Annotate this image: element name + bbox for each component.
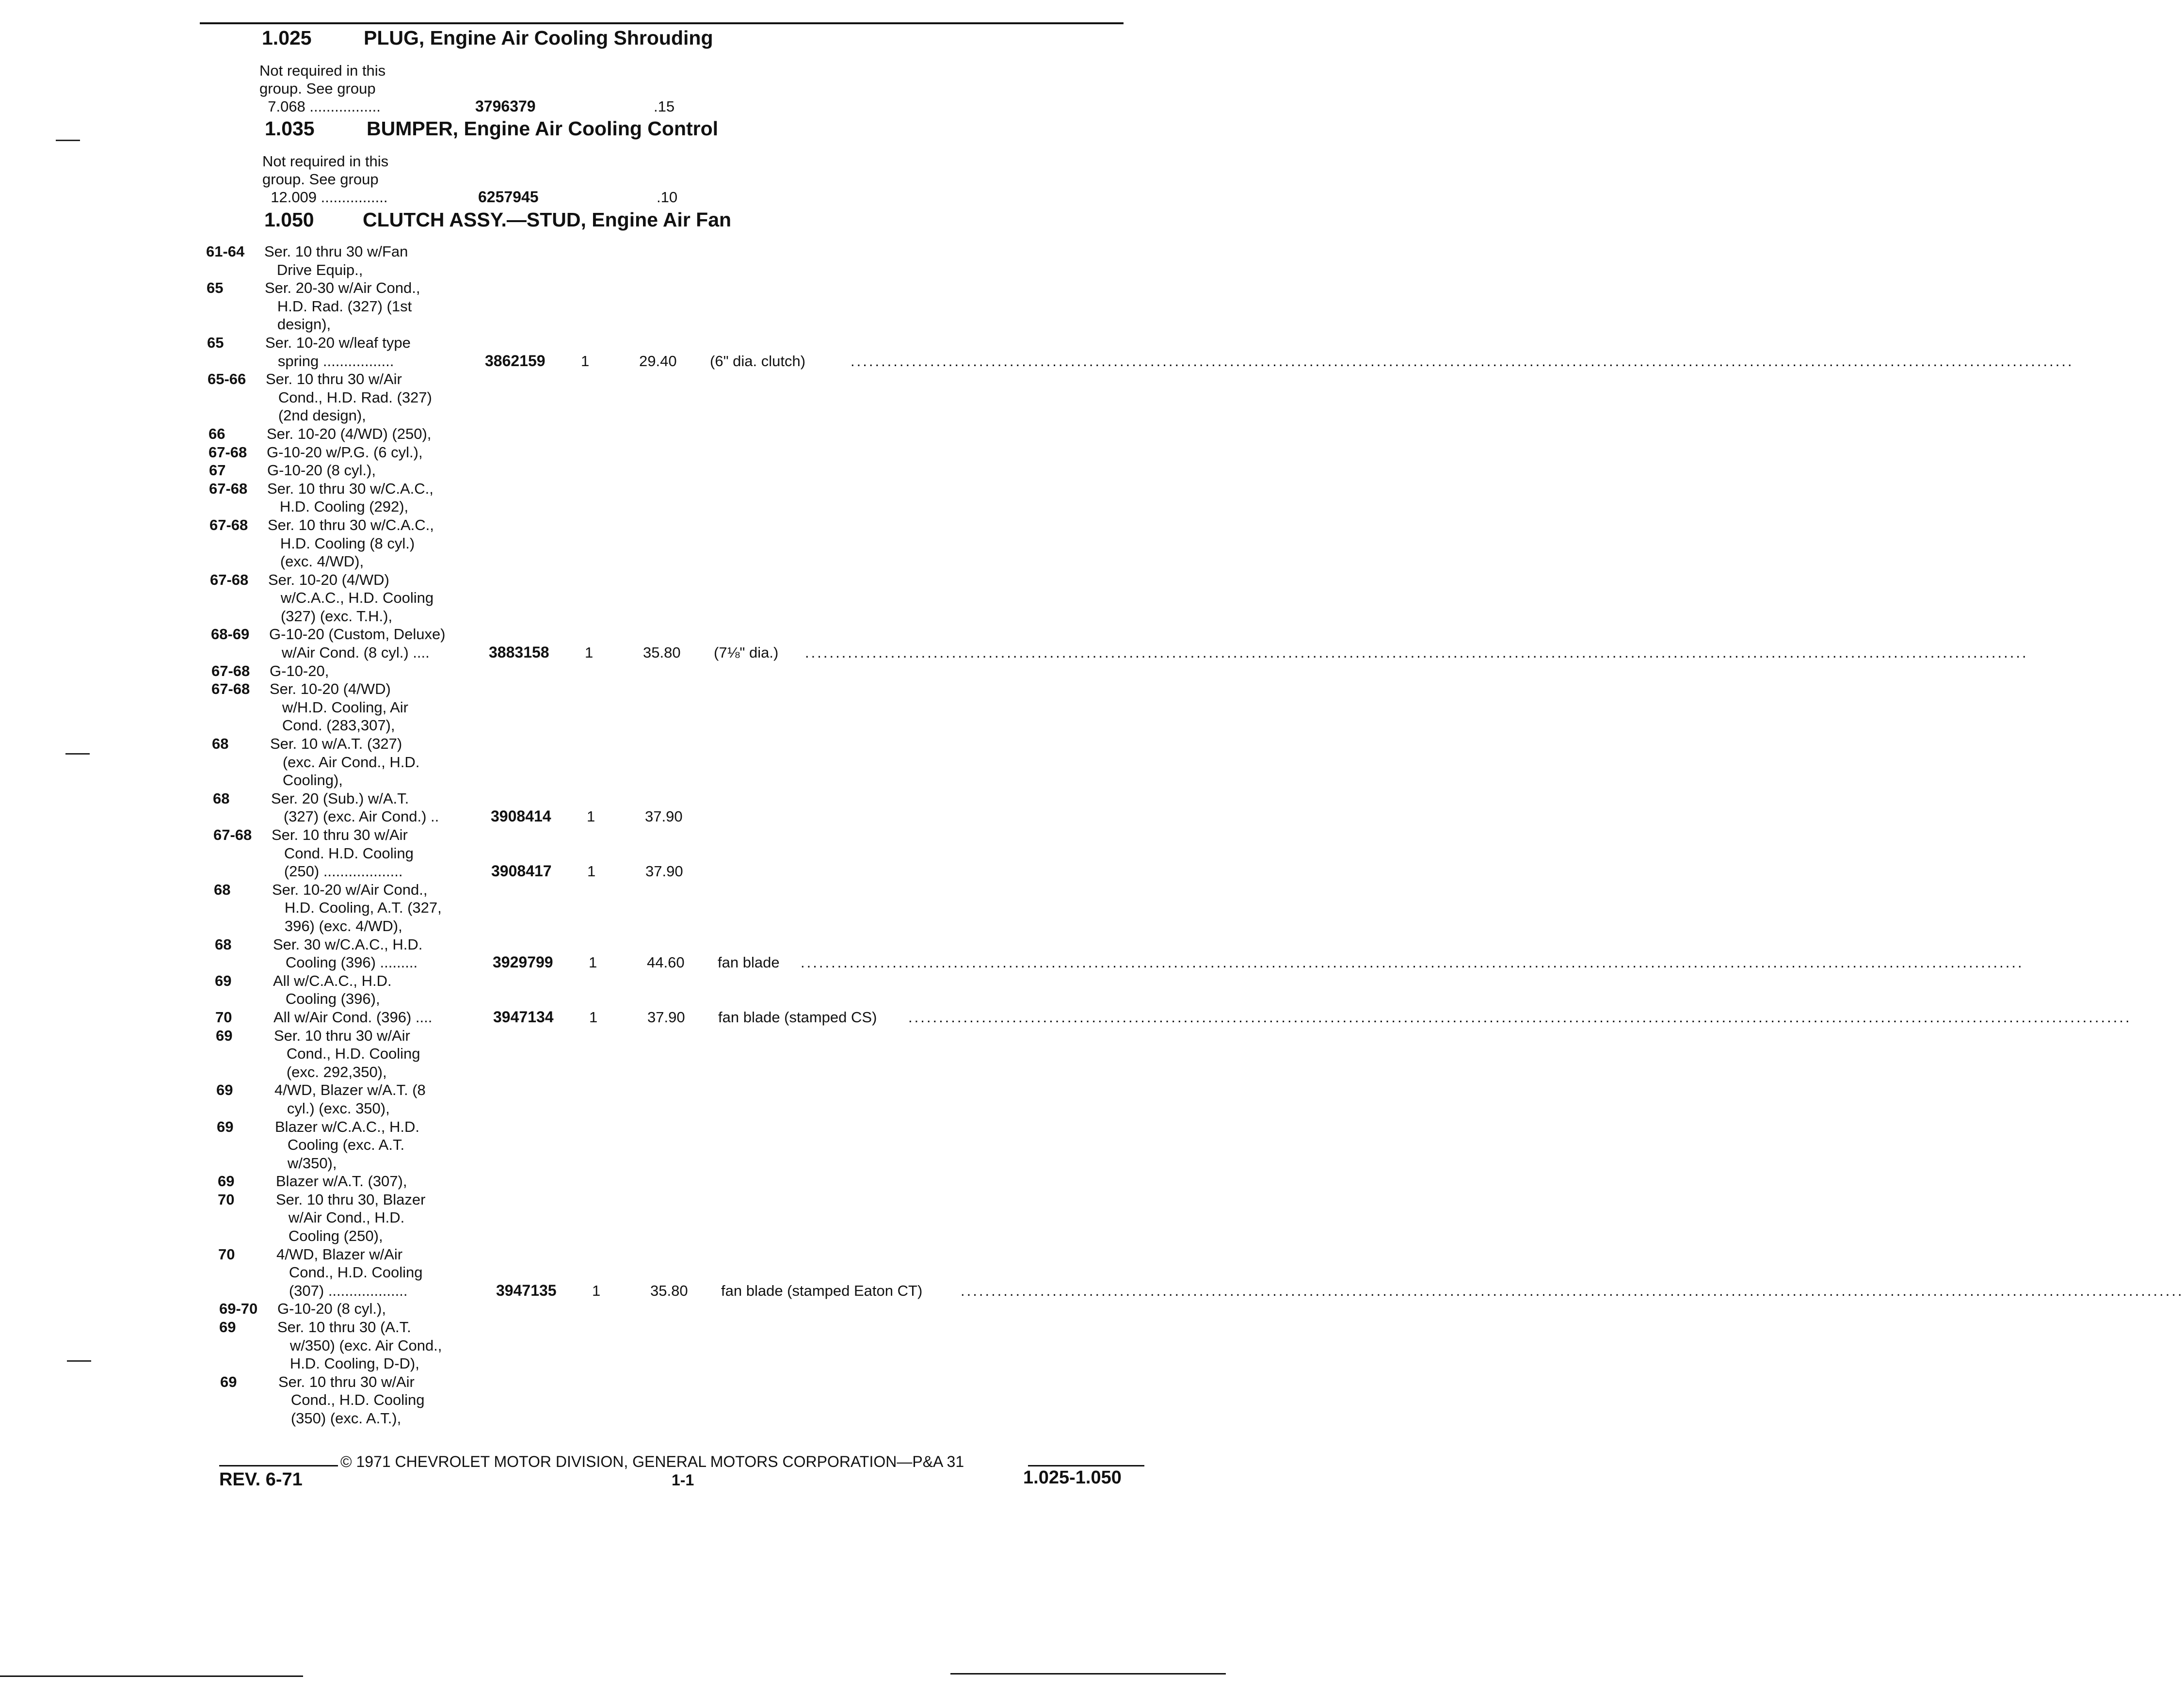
model-year: 68-69 <box>211 626 250 643</box>
application-line: Cooling (396) ......... <box>273 954 418 971</box>
application-line: Cond. (283,307), <box>270 717 395 734</box>
application-line: Ser. 10 thru 30 w/Fan <box>264 243 408 260</box>
application-line: All w/C.A.C., H.D. <box>273 972 392 989</box>
application-line: Ser. 10 thru 30 (A.T. <box>277 1319 411 1336</box>
application-line: w/Air Cond. (8 cyl.) .... <box>269 644 430 661</box>
application-line: G-10-20 w/P.G. (6 cyl.), <box>267 443 423 461</box>
dot-leader: ........................................................................................................................................................................................................ <box>851 352 2074 370</box>
model-year: 65-66 <box>208 370 246 388</box>
application-line: Ser. 20 (Sub.) w/A.T. <box>271 789 409 807</box>
application-line: Cooling), <box>270 772 343 789</box>
quantity: 1 <box>589 1008 598 1026</box>
application-line: (307) ................... <box>276 1282 408 1299</box>
application-line: Cond. H.D. Cooling <box>272 844 414 862</box>
quantity: 1 <box>581 352 590 370</box>
section-title: BUMPER, Engine Air Cooling Control <box>367 117 719 140</box>
note-line: group. See group <box>262 171 379 188</box>
application-line: (327) (exc. Air Cond.) .. <box>271 808 439 825</box>
application-line: Ser. 10-20 w/Air Cond., <box>272 881 428 898</box>
copyright-line: © 1971 CHEVROLET MOTOR DIVISION, GENERAL MOTORS CORPORATION—P&A 31 <box>340 1453 964 1470</box>
section-title: PLUG, Engine Air Cooling Shrouding <box>364 27 713 49</box>
application-line: cyl.) (exc. 350), <box>274 1099 390 1117</box>
quantity: 1 <box>592 1282 601 1299</box>
part-number: 3929799 <box>493 953 553 971</box>
model-year: 61-64 <box>206 243 245 260</box>
dot-leader: ........................................................................................................................................................................................................ <box>805 644 2028 661</box>
application-line: Cooling (396), <box>273 990 380 1008</box>
note-line: 12.009 ................ <box>262 189 388 206</box>
bottom-rule-left <box>0 1675 303 1677</box>
application-line: w/350), <box>275 1154 337 1172</box>
quantity: 1 <box>585 644 594 661</box>
application-line: Ser. 10-20 (4/WD) <box>268 571 389 588</box>
application-line: 396) (exc. 4/WD), <box>272 917 402 934</box>
section-title: CLUTCH ASSY.—STUD, Engine Air Fan <box>363 209 732 231</box>
application-line: G-10-20 (Custom, Deluxe) <box>269 626 446 643</box>
application-line: Cond., H.D. Rad. (327) <box>266 388 432 406</box>
model-year: 69 <box>216 1027 233 1044</box>
model-year: 67-68 <box>209 480 248 497</box>
bottom-rule-right <box>950 1673 1226 1675</box>
price: 37.90 <box>647 1008 685 1026</box>
application-line: Ser. 30 w/C.A.C., H.D. <box>273 935 423 953</box>
margin-mark <box>56 140 80 141</box>
application-line: spring ................. <box>265 352 394 370</box>
part-number: 3862159 <box>485 352 546 370</box>
part-number: 3947135 <box>496 1281 557 1299</box>
note-line: Not required in this <box>262 153 389 170</box>
application-line: Blazer w/A.T. (307), <box>276 1173 407 1190</box>
model-year: 70 <box>215 1008 232 1026</box>
application-line: design), <box>265 316 331 333</box>
application-line: Ser. 10-20 (4/WD) (250), <box>267 425 432 442</box>
remark: fan blade (stamped Eaton CT) <box>721 1282 923 1299</box>
model-year: 69 <box>220 1373 237 1390</box>
application-line: Ser. 10-20 w/leaf type <box>265 334 411 351</box>
application-line: Cond., H.D. Cooling <box>274 1045 420 1063</box>
page-number: 1-1 <box>672 1471 694 1489</box>
model-year: 69-70 <box>219 1300 258 1318</box>
quantity: 1 <box>587 863 596 880</box>
application-line: w/H.D. Cooling, Air <box>270 698 408 716</box>
application-line: All w/Air Cond. (396) .... <box>273 1008 433 1026</box>
section-heading <box>262 27 713 49</box>
application-line: G-10-20 (8 cyl.), <box>277 1300 386 1318</box>
price: 37.90 <box>645 863 683 880</box>
part-number: 3883158 <box>489 644 549 661</box>
application-line: G-10-20 (8 cyl.), <box>267 462 376 479</box>
application-line: w/Air Cond., H.D. <box>276 1209 405 1226</box>
application-line: (2nd design), <box>266 407 366 424</box>
margin-mark <box>67 1360 91 1362</box>
quantity: 1 <box>587 808 595 825</box>
quantity: 1 <box>589 954 597 971</box>
part-number: 3947134 <box>493 1008 554 1026</box>
application-line: Ser. 20-30 w/Air Cond., <box>265 279 420 297</box>
application-line: H.D. Cooling, D-D), <box>277 1355 419 1372</box>
application-line: Cond., H.D. Cooling <box>278 1391 425 1409</box>
remark: (6" dia. clutch) <box>710 352 806 370</box>
application-line: (exc. Air Cond., H.D. <box>270 753 420 771</box>
model-year: 68 <box>212 735 229 753</box>
price: 37.90 <box>645 808 683 825</box>
price: 35.80 <box>650 1282 688 1299</box>
note-line: 7.068 ................. <box>259 98 381 115</box>
model-year: 68 <box>214 881 231 898</box>
remark: (7⅛" dia.) <box>714 644 779 661</box>
application-line: Ser. 10 thru 30, Blazer <box>276 1191 426 1208</box>
model-year: 68 <box>213 789 230 807</box>
model-year: 68 <box>215 935 232 953</box>
footer-rule-right <box>1028 1465 1144 1466</box>
application-line: Drive Equip., <box>264 261 363 278</box>
part-number: 6257945 <box>478 188 539 206</box>
application-line: G-10-20, <box>270 662 329 679</box>
section-number: 1.025 <box>262 27 312 49</box>
application-line: Ser. 10 thru 30 w/Air <box>266 370 402 388</box>
top-rule <box>200 22 1124 24</box>
model-year: 67-68 <box>210 571 249 588</box>
application-line: Cooling (250), <box>276 1227 383 1245</box>
section-range: 1.025-1.050 <box>1023 1467 1122 1488</box>
application-line: H.D. Cooling (292), <box>267 498 409 515</box>
application-line: 4/WD, Blazer w/Air <box>276 1245 403 1263</box>
model-year: 67-68 <box>209 443 247 461</box>
note-line: group. See group <box>259 80 376 97</box>
part-number: 3796379 <box>475 97 536 115</box>
section-number: 1.035 <box>265 117 315 140</box>
section-heading <box>264 209 731 231</box>
dot-leader: ........................................................................................................................................................................................................ <box>961 1282 2184 1299</box>
application-line: Cooling (exc. A.T. <box>275 1136 405 1154</box>
application-line: H.D. Rad. (327) (1st <box>265 297 412 315</box>
model-year: 65 <box>207 279 224 297</box>
application-line: H.D. Cooling, A.T. (327, <box>272 899 442 917</box>
section-heading <box>265 117 718 140</box>
model-year: 67-68 <box>209 516 248 533</box>
footer-rule-left <box>219 1465 338 1466</box>
application-line: Ser. 10-20 (4/WD) <box>270 680 391 698</box>
application-line: Cond., H.D. Cooling <box>276 1264 423 1281</box>
application-line: Ser. 10 thru 30 w/Air <box>272 826 408 843</box>
part-number: 3908414 <box>491 807 551 825</box>
section-number: 1.050 <box>264 209 314 231</box>
model-year: 70 <box>218 1191 235 1208</box>
application-line: (exc. 292,350), <box>274 1063 387 1080</box>
dot-leader: ........................................................................................................................................................................................................ <box>801 954 2024 971</box>
model-year: 67-68 <box>211 662 250 679</box>
model-year: 69 <box>217 1118 234 1135</box>
model-year: 69 <box>218 1173 235 1190</box>
model-year: 70 <box>218 1245 235 1263</box>
application-line: (exc. 4/WD), <box>268 553 364 570</box>
remark: fan blade (stamped CS) <box>718 1008 877 1026</box>
model-year: 69 <box>219 1319 236 1336</box>
application-line: w/350) (exc. Air Cond., <box>277 1337 442 1354</box>
model-year: 67-68 <box>211 680 250 698</box>
part-number: 3908417 <box>491 862 552 880</box>
model-year: 69 <box>215 972 232 989</box>
price: 44.60 <box>647 954 685 971</box>
model-year: 67 <box>209 462 226 479</box>
application-line: H.D. Cooling (8 cyl.) <box>268 534 415 552</box>
price: 29.40 <box>639 352 677 370</box>
application-line: (327) (exc. T.H.), <box>268 607 393 625</box>
model-year: 65 <box>207 334 224 351</box>
remark: fan blade <box>718 954 780 971</box>
model-year: 66 <box>209 425 225 442</box>
application-line: Ser. 10 thru 30 w/C.A.C., <box>267 480 434 497</box>
application-line: 4/WD, Blazer w/A.T. (8 <box>274 1081 426 1099</box>
application-line: Ser. 10 thru 30 w/C.A.C., <box>268 516 434 533</box>
application-line: (350) (exc. A.T.), <box>278 1410 401 1427</box>
price: .10 <box>657 189 678 206</box>
price: .15 <box>654 98 675 115</box>
note-line: Not required in this <box>259 62 386 79</box>
dot-leader: ........................................................................................................................................................................................................ <box>908 1008 2132 1026</box>
model-year: 69 <box>216 1081 233 1099</box>
application-line: Blazer w/C.A.C., H.D. <box>275 1118 419 1135</box>
application-line: (250) ................... <box>272 863 403 880</box>
price: 35.80 <box>643 644 681 661</box>
application-line: Ser. 10 thru 30 w/Air <box>278 1373 415 1390</box>
application-line: w/C.A.C., H.D. Cooling <box>268 589 434 607</box>
model-year: 67-68 <box>213 826 252 843</box>
application-line: Ser. 10 w/A.T. (327) <box>270 735 402 753</box>
application-line: Ser. 10 thru 30 w/Air <box>274 1027 410 1044</box>
margin-mark <box>65 753 90 755</box>
revision-label: REV. 6-71 <box>219 1469 303 1490</box>
